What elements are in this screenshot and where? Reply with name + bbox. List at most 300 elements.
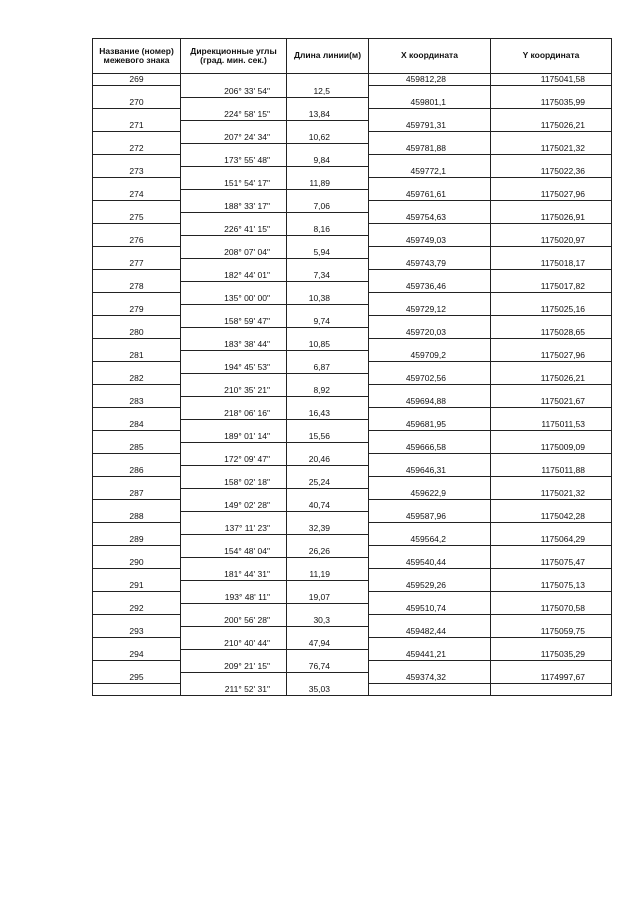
empty-cell (369, 500, 491, 512)
empty-cell (93, 316, 181, 328)
direction-angle: 149° 02' 28" (181, 500, 287, 512)
line-length: 8,92 (287, 385, 369, 397)
direction-angle: 151° 54' 17" (181, 178, 287, 190)
x-coordinate: 459801,1 (369, 97, 491, 109)
point-name: 276 (93, 235, 181, 247)
y-coordinate: 1175018,17 (491, 258, 612, 270)
direction-angle: 207° 24' 34" (181, 132, 287, 144)
empty-cell (93, 546, 181, 558)
direction-angle: 154° 48' 04" (181, 546, 287, 558)
x-coordinate: 459743,79 (369, 258, 491, 270)
empty-cell (287, 74, 369, 86)
empty-cell (93, 224, 181, 236)
point-row (93, 97, 612, 109)
y-coordinate: 1175059,75 (491, 626, 612, 638)
point-name: 285 (93, 442, 181, 454)
direction-angle: 135° 00' 00" (181, 293, 287, 305)
segment-row (93, 109, 612, 121)
empty-cell (287, 672, 369, 684)
point-row (93, 143, 612, 155)
empty-cell (287, 281, 369, 293)
empty-cell (181, 534, 287, 546)
x-coordinate: 459482,44 (369, 626, 491, 638)
empty-cell (287, 304, 369, 316)
empty-cell (181, 672, 287, 684)
empty-cell (369, 661, 491, 673)
empty-cell (369, 431, 491, 443)
y-coordinate: 1175027,96 (491, 350, 612, 362)
y-coordinate: 1175041,58 (491, 74, 612, 86)
empty-cell (181, 373, 287, 385)
point-name: 273 (93, 166, 181, 178)
empty-cell (287, 258, 369, 270)
direction-angle: 158° 59' 47" (181, 316, 287, 328)
y-coordinate: 1175075,47 (491, 557, 612, 569)
segment-row (93, 362, 612, 374)
empty-cell (369, 615, 491, 627)
empty-cell (491, 431, 612, 443)
empty-cell (369, 684, 491, 696)
y-coordinate: 1175011,88 (491, 465, 612, 477)
empty-cell (181, 235, 287, 247)
empty-cell (369, 201, 491, 213)
empty-cell (93, 201, 181, 213)
empty-cell (93, 86, 181, 98)
empty-cell (93, 523, 181, 535)
empty-cell (491, 385, 612, 397)
line-length: 10,38 (287, 293, 369, 305)
point-name: 271 (93, 120, 181, 132)
direction-angle: 173° 55' 48" (181, 155, 287, 167)
segment-row (93, 385, 612, 397)
point-name: 295 (93, 672, 181, 684)
empty-cell (287, 603, 369, 615)
y-coordinate: 1175042,28 (491, 511, 612, 523)
direction-angle: 200° 56' 28" (181, 615, 287, 627)
y-coordinate: 1175026,91 (491, 212, 612, 224)
empty-cell (93, 293, 181, 305)
x-coordinate: 459622,9 (369, 488, 491, 500)
segment-row (93, 293, 612, 305)
empty-cell (287, 97, 369, 109)
line-length: 35,03 (287, 684, 369, 696)
point-row (93, 534, 612, 546)
y-coordinate: 1175011,53 (491, 419, 612, 431)
point-row (93, 166, 612, 178)
empty-cell (287, 189, 369, 201)
header-y-coordinate: Y координата (491, 39, 612, 74)
segment-row (93, 684, 612, 696)
segment-row (93, 477, 612, 489)
empty-cell (491, 362, 612, 374)
direction-angle: 188° 33' 17" (181, 201, 287, 213)
y-coordinate: 1175021,32 (491, 143, 612, 155)
empty-cell (181, 419, 287, 431)
empty-cell (287, 419, 369, 431)
x-coordinate: 459510,74 (369, 603, 491, 615)
line-length: 32,39 (287, 523, 369, 535)
empty-cell (369, 638, 491, 650)
line-length: 11,89 (287, 178, 369, 190)
line-length: 6,87 (287, 362, 369, 374)
x-coordinate: 459709,2 (369, 350, 491, 362)
x-coordinate: 459646,31 (369, 465, 491, 477)
y-coordinate: 1175070,58 (491, 603, 612, 615)
empty-cell (287, 488, 369, 500)
point-name: 294 (93, 649, 181, 661)
point-row (93, 488, 612, 500)
empty-cell (93, 339, 181, 351)
empty-cell (287, 534, 369, 546)
point-name: 283 (93, 396, 181, 408)
empty-cell (181, 304, 287, 316)
empty-cell (93, 615, 181, 627)
empty-cell (491, 408, 612, 420)
empty-cell (369, 293, 491, 305)
direction-angle: 224° 58' 15" (181, 109, 287, 121)
empty-cell (181, 120, 287, 132)
x-coordinate: 459702,56 (369, 373, 491, 385)
direction-angle: 218° 06' 16" (181, 408, 287, 420)
empty-cell (181, 212, 287, 224)
x-coordinate: 459564,2 (369, 534, 491, 546)
empty-cell (369, 592, 491, 604)
x-coordinate: 459772,1 (369, 166, 491, 178)
empty-cell (369, 178, 491, 190)
empty-cell (369, 270, 491, 282)
point-row (93, 189, 612, 201)
empty-cell (491, 569, 612, 581)
x-coordinate: 459681,95 (369, 419, 491, 431)
x-coordinate: 459720,03 (369, 327, 491, 339)
point-row (93, 557, 612, 569)
empty-cell (491, 270, 612, 282)
x-coordinate: 459587,96 (369, 511, 491, 523)
empty-cell (369, 339, 491, 351)
header-point-name: Название (номер) межевого знака (93, 39, 181, 74)
empty-cell (93, 592, 181, 604)
segment-row (93, 615, 612, 627)
point-row (93, 511, 612, 523)
point-row (93, 396, 612, 408)
empty-cell (491, 224, 612, 236)
empty-cell (93, 684, 181, 696)
direction-angle: 208° 07' 04" (181, 247, 287, 259)
empty-cell (491, 454, 612, 466)
empty-cell (369, 362, 491, 374)
line-length: 16,43 (287, 408, 369, 420)
empty-cell (491, 316, 612, 328)
line-length: 25,24 (287, 477, 369, 489)
empty-cell (181, 511, 287, 523)
empty-cell (93, 109, 181, 121)
empty-cell (491, 546, 612, 558)
line-length: 5,94 (287, 247, 369, 259)
empty-cell (287, 580, 369, 592)
point-row (93, 327, 612, 339)
y-coordinate: 1175027,96 (491, 189, 612, 201)
empty-cell (287, 327, 369, 339)
empty-cell (181, 258, 287, 270)
point-row (93, 235, 612, 247)
direction-angle: 211° 52' 31" (181, 684, 287, 696)
point-name: 286 (93, 465, 181, 477)
segment-row (93, 431, 612, 443)
point-name: 289 (93, 534, 181, 546)
point-name: 288 (93, 511, 181, 523)
empty-cell (491, 86, 612, 98)
empty-cell (93, 362, 181, 374)
segment-row (93, 224, 612, 236)
empty-cell (287, 511, 369, 523)
empty-cell (369, 477, 491, 489)
header-x-coordinate: X координата (369, 39, 491, 74)
empty-cell (93, 132, 181, 144)
empty-cell (369, 408, 491, 420)
point-row (93, 120, 612, 132)
y-coordinate: 1175021,32 (491, 488, 612, 500)
empty-cell (181, 626, 287, 638)
segment-row (93, 247, 612, 259)
empty-cell (287, 396, 369, 408)
point-name: 291 (93, 580, 181, 592)
line-length: 9,74 (287, 316, 369, 328)
line-length: 9,84 (287, 155, 369, 167)
empty-cell (93, 431, 181, 443)
empty-cell (181, 442, 287, 454)
empty-cell (369, 132, 491, 144)
empty-cell (491, 477, 612, 489)
table-header-row (93, 39, 612, 74)
point-row (93, 626, 612, 638)
empty-cell (369, 523, 491, 535)
header-direction-angle: Дирекционные углы (град. мин. сек.) (181, 39, 287, 74)
empty-cell (93, 270, 181, 282)
empty-cell (181, 603, 287, 615)
point-row (93, 465, 612, 477)
empty-cell (93, 500, 181, 512)
x-coordinate: 459761,61 (369, 189, 491, 201)
y-coordinate: 1175026,21 (491, 120, 612, 132)
empty-cell (181, 143, 287, 155)
point-row (93, 580, 612, 592)
y-coordinate: 1175022,36 (491, 166, 612, 178)
point-name: 293 (93, 626, 181, 638)
point-name: 272 (93, 143, 181, 155)
empty-cell (491, 592, 612, 604)
direction-angle: 182° 44' 01" (181, 270, 287, 282)
empty-cell (491, 500, 612, 512)
line-length: 10,85 (287, 339, 369, 351)
line-length: 26,26 (287, 546, 369, 558)
empty-cell (181, 465, 287, 477)
segment-row (93, 569, 612, 581)
empty-cell (287, 166, 369, 178)
empty-cell (287, 557, 369, 569)
point-row (93, 649, 612, 661)
direction-angle: 209° 21' 15" (181, 661, 287, 673)
empty-cell (93, 408, 181, 420)
empty-cell (369, 155, 491, 167)
empty-cell (491, 109, 612, 121)
point-name: 287 (93, 488, 181, 500)
empty-cell (93, 477, 181, 489)
x-coordinate: 459540,44 (369, 557, 491, 569)
point-row (93, 603, 612, 615)
x-coordinate: 459729,12 (369, 304, 491, 316)
segment-row (93, 339, 612, 351)
x-coordinate: 459529,26 (369, 580, 491, 592)
direction-angle: 183° 38' 44" (181, 339, 287, 351)
line-length: 19,07 (287, 592, 369, 604)
point-name: 278 (93, 281, 181, 293)
segment-row (93, 316, 612, 328)
point-name: 281 (93, 350, 181, 362)
point-name: 292 (93, 603, 181, 615)
empty-cell (181, 97, 287, 109)
empty-cell (287, 442, 369, 454)
y-coordinate: 1175020,97 (491, 235, 612, 247)
table-body (93, 74, 612, 696)
point-name: 279 (93, 304, 181, 316)
point-row (93, 350, 612, 362)
empty-cell (93, 385, 181, 397)
line-length: 20,46 (287, 454, 369, 466)
point-name: 284 (93, 419, 181, 431)
point-name: 270 (93, 97, 181, 109)
x-coordinate: 459791,31 (369, 120, 491, 132)
point-row (93, 419, 612, 431)
direction-angle: 158° 02' 18" (181, 477, 287, 489)
empty-cell (181, 488, 287, 500)
empty-cell (491, 523, 612, 535)
empty-cell (181, 189, 287, 201)
y-coordinate: 1175009,09 (491, 442, 612, 454)
line-length: 7,06 (287, 201, 369, 213)
line-length: 76,74 (287, 661, 369, 673)
direction-angle: 189° 01' 14" (181, 431, 287, 443)
empty-cell (369, 224, 491, 236)
direction-angle: 210° 35' 21" (181, 385, 287, 397)
empty-cell (287, 235, 369, 247)
point-name: 274 (93, 189, 181, 201)
empty-cell (491, 638, 612, 650)
point-name: 269 (93, 74, 181, 86)
empty-cell (181, 649, 287, 661)
empty-cell (93, 178, 181, 190)
point-row (93, 281, 612, 293)
point-row (93, 212, 612, 224)
x-coordinate: 459441,21 (369, 649, 491, 661)
empty-cell (181, 74, 287, 86)
segment-row (93, 270, 612, 282)
point-row (93, 258, 612, 270)
x-coordinate: 459754,63 (369, 212, 491, 224)
line-length: 7,34 (287, 270, 369, 282)
segment-row (93, 178, 612, 190)
line-length: 47,94 (287, 638, 369, 650)
empty-cell (287, 350, 369, 362)
x-coordinate: 459666,58 (369, 442, 491, 454)
empty-cell (491, 178, 612, 190)
empty-cell (287, 373, 369, 385)
point-row (93, 373, 612, 385)
segment-row (93, 661, 612, 673)
empty-cell (369, 86, 491, 98)
segment-row (93, 86, 612, 98)
direction-angle: 181° 44' 31" (181, 569, 287, 581)
direction-angle: 137° 11' 23" (181, 523, 287, 535)
line-length: 10,62 (287, 132, 369, 144)
empty-cell (369, 569, 491, 581)
line-length: 30,3 (287, 615, 369, 627)
point-name: 290 (93, 557, 181, 569)
point-row (93, 672, 612, 684)
x-coordinate: 459736,46 (369, 281, 491, 293)
y-coordinate: 1175064,29 (491, 534, 612, 546)
direction-angle: 206° 33' 54" (181, 86, 287, 98)
empty-cell (181, 580, 287, 592)
empty-cell (181, 396, 287, 408)
segment-row (93, 500, 612, 512)
point-row (93, 442, 612, 454)
direction-angle: 226° 41' 15" (181, 224, 287, 236)
line-length: 12,5 (287, 86, 369, 98)
empty-cell (287, 212, 369, 224)
empty-cell (181, 166, 287, 178)
y-coordinate: 1175021,67 (491, 396, 612, 408)
boundary-coordinates-table (92, 38, 612, 696)
empty-cell (491, 684, 612, 696)
x-coordinate: 459749,03 (369, 235, 491, 247)
y-coordinate: 1175035,99 (491, 97, 612, 109)
empty-cell (491, 615, 612, 627)
empty-cell (369, 247, 491, 259)
line-length: 40,74 (287, 500, 369, 512)
y-coordinate: 1175028,65 (491, 327, 612, 339)
x-coordinate: 459812,28 (369, 74, 491, 86)
empty-cell (93, 454, 181, 466)
header-line-length: Длина линии(м) (287, 39, 369, 74)
empty-cell (491, 339, 612, 351)
point-name: 282 (93, 373, 181, 385)
empty-cell (491, 661, 612, 673)
empty-cell (93, 155, 181, 167)
line-length: 15,56 (287, 431, 369, 443)
line-length: 13,84 (287, 109, 369, 121)
line-length: 8,16 (287, 224, 369, 236)
y-coordinate: 1175025,16 (491, 304, 612, 316)
x-coordinate: 459374,32 (369, 672, 491, 684)
empty-cell (287, 143, 369, 155)
empty-cell (93, 247, 181, 259)
empty-cell (181, 557, 287, 569)
empty-cell (491, 201, 612, 213)
direction-angle: 172° 09' 47" (181, 454, 287, 466)
point-name: 277 (93, 258, 181, 270)
line-length: 11,19 (287, 569, 369, 581)
direction-angle: 194° 45' 53" (181, 362, 287, 374)
empty-cell (369, 385, 491, 397)
y-coordinate: 1175017,82 (491, 281, 612, 293)
y-coordinate: 1175026,21 (491, 373, 612, 385)
x-coordinate: 459781,88 (369, 143, 491, 155)
segment-row (93, 155, 612, 167)
point-row (93, 304, 612, 316)
segment-row (93, 408, 612, 420)
empty-cell (93, 569, 181, 581)
x-coordinate: 459694,88 (369, 396, 491, 408)
